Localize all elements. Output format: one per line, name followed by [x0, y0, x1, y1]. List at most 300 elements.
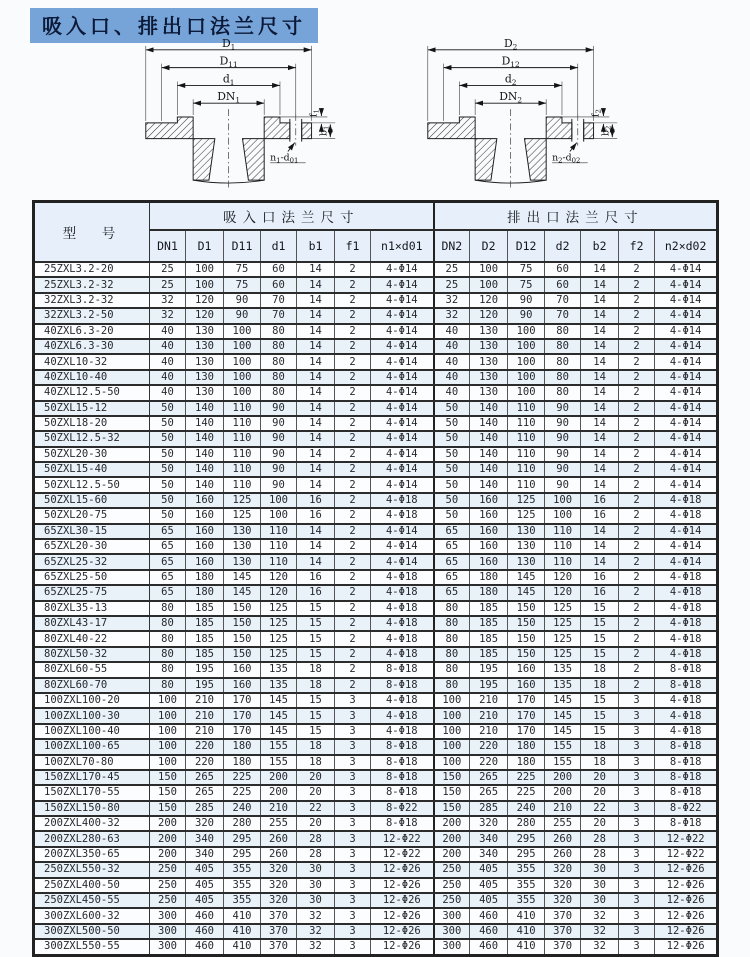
discharge-value-cell: 110 [545, 524, 581, 539]
suction-value-cell: 4-Φ14 [371, 385, 434, 400]
suction-value-cell: 260 [261, 831, 297, 846]
suction-value-cell: 125 [224, 493, 261, 508]
discharge-value-cell: 370 [545, 924, 581, 939]
suction-value-cell: 185 [186, 631, 224, 646]
suction-value-cell: 370 [261, 939, 297, 955]
discharge-value-cell: 4-Φ14 [655, 554, 718, 569]
suction-value-cell: 200 [150, 816, 186, 831]
discharge-value-cell: 18 [581, 739, 619, 754]
discharge-value-cell: 2 [619, 524, 655, 539]
suction-value-cell: 14 [297, 339, 335, 354]
discharge-value-cell: 14 [581, 431, 619, 446]
discharge-value-cell: 145 [508, 585, 545, 600]
suction-value-cell: 12-Φ26 [371, 878, 434, 893]
discharge-value-cell: 4-Φ14 [655, 401, 718, 416]
suction-value-cell: 2 [335, 616, 371, 631]
suction-value-cell: 4-Φ14 [371, 416, 434, 431]
discharge-value-cell: 4-Φ14 [655, 477, 718, 492]
discharge-value-cell: 14 [581, 262, 619, 277]
suction-value-cell: 110 [224, 462, 261, 477]
suction-value-cell: 8-Φ18 [371, 816, 434, 831]
suction-value-cell: 14 [297, 416, 335, 431]
table-row [34, 585, 718, 600]
suction-value-cell: 2 [335, 385, 371, 400]
discharge-value-cell: 20 [581, 785, 619, 800]
discharge-value-cell: 300 [434, 908, 470, 923]
column-header-D2: D2 [470, 230, 508, 262]
discharge-value-cell: 200 [434, 816, 470, 831]
suction-value-cell: 460 [186, 924, 224, 939]
discharge-value-cell: 405 [470, 878, 508, 893]
suction-value-cell: 30 [297, 893, 335, 908]
suction-value-cell: 40 [150, 339, 186, 354]
discharge-value-cell: 130 [508, 539, 545, 554]
discharge-value-cell: 12-Φ26 [655, 878, 718, 893]
suction-value-cell: 195 [186, 678, 224, 693]
discharge-value-cell: 80 [434, 616, 470, 631]
suction-value-cell: 15 [297, 631, 335, 646]
discharge-value-cell: 150 [508, 647, 545, 662]
suction-value-cell: 15 [297, 693, 335, 708]
suction-value-cell: 80 [150, 647, 186, 662]
suction-value-cell: 260 [261, 847, 297, 862]
suction-value-cell: 255 [261, 816, 297, 831]
model-cell: 80ZXL60-70 [34, 678, 150, 693]
discharge-value-cell: 145 [545, 708, 581, 723]
suction-value-cell: 32 [150, 308, 186, 323]
discharge-value-cell: 140 [470, 416, 508, 431]
discharge-value-cell: 75 [508, 262, 545, 277]
discharge-value-cell: 145 [508, 570, 545, 585]
suction-value-cell: 14 [297, 277, 335, 292]
model-cell: 100ZXL70-80 [34, 755, 150, 770]
table-row [34, 662, 718, 677]
discharge-value-cell: 4-Φ14 [655, 431, 718, 446]
table-row [34, 693, 718, 708]
column-header-d1: d1 [261, 230, 297, 262]
model-cell: 250ZXL550-32 [34, 862, 150, 877]
discharge-value-cell: 80 [434, 631, 470, 646]
suction-value-cell: 4-Φ18 [371, 570, 434, 585]
discharge-value-cell: 15 [581, 601, 619, 616]
discharge-value-cell: 140 [470, 447, 508, 462]
label-D2: $D_2$ [503, 36, 518, 52]
discharge-value-cell: 100 [545, 508, 581, 523]
table-row [34, 631, 718, 646]
discharge-value-cell: 50 [434, 508, 470, 523]
discharge-value-cell: 50 [434, 477, 470, 492]
suction-value-cell: 100 [224, 385, 261, 400]
discharge-value-cell: 3 [619, 785, 655, 800]
column-header-DN2: DN2 [434, 230, 470, 262]
discharge-value-cell: 110 [545, 554, 581, 569]
suction-value-cell: 50 [150, 431, 186, 446]
suction-value-cell: 15 [297, 601, 335, 616]
discharge-value-cell: 80 [434, 601, 470, 616]
discharge-value-cell: 405 [470, 893, 508, 908]
suction-value-cell: 30 [297, 878, 335, 893]
suction-value-cell: 3 [335, 693, 371, 708]
discharge-value-cell: 12-Φ26 [655, 939, 718, 955]
suction-value-cell: 220 [186, 755, 224, 770]
discharge-value-cell: 32 [581, 939, 619, 955]
discharge-value-cell: 3 [619, 770, 655, 785]
suction-value-cell: 120 [186, 308, 224, 323]
suction-value-cell: 14 [297, 385, 335, 400]
discharge-value-cell: 2 [619, 339, 655, 354]
model-cell: 50ZXL20-75 [34, 508, 150, 523]
suction-value-cell: 12-Φ26 [371, 924, 434, 939]
discharge-value-cell: 18 [581, 755, 619, 770]
suction-value-cell: 8-Φ18 [371, 755, 434, 770]
suction-value-cell: 80 [150, 616, 186, 631]
suction-value-cell: 110 [261, 524, 297, 539]
model-cell: 50ZXL12.5-50 [34, 477, 150, 492]
discharge-value-cell: 4-Φ14 [655, 262, 718, 277]
model-cell: 100ZXL100-20 [34, 693, 150, 708]
suction-value-cell: 150 [224, 631, 261, 646]
suction-value-cell: 120 [261, 570, 297, 585]
discharge-value-cell: 225 [508, 770, 545, 785]
discharge-value-cell: 12-Φ22 [655, 847, 718, 862]
discharge-value-cell: 4-Φ18 [655, 647, 718, 662]
suction-value-cell: 3 [335, 755, 371, 770]
discharge-value-cell: 3 [619, 908, 655, 923]
suction-value-cell: 100 [224, 339, 261, 354]
table-row [34, 647, 718, 662]
suction-value-cell: 4-Φ14 [371, 277, 434, 292]
suction-value-cell: 320 [261, 878, 297, 893]
discharge-value-cell: 2 [619, 570, 655, 585]
column-header-d2: d2 [545, 230, 581, 262]
suction-value-cell: 12-Φ26 [371, 939, 434, 955]
discharge-value-cell: 130 [508, 554, 545, 569]
suction-value-cell: 110 [224, 416, 261, 431]
label-D12: $D_{12}$ [501, 54, 520, 70]
label-b1: $b_1$ [318, 125, 331, 136]
discharge-value-cell: 210 [470, 708, 508, 723]
suction-value-cell: 3 [335, 770, 371, 785]
discharge-value-cell: 110 [508, 416, 545, 431]
suction-value-cell: 40 [150, 354, 186, 369]
discharge-value-cell: 4-Φ14 [655, 462, 718, 477]
suction-value-cell: 125 [261, 647, 297, 662]
table-row [34, 924, 718, 939]
model-cell: 80ZXL60-55 [34, 662, 150, 677]
model-cell: 100ZXL100-40 [34, 724, 150, 739]
suction-value-cell: 4-Φ14 [371, 431, 434, 446]
discharge-value-cell: 15 [581, 647, 619, 662]
suction-value-cell: 200 [261, 770, 297, 785]
suction-value-cell: 225 [224, 785, 261, 800]
suction-value-cell: 90 [224, 308, 261, 323]
suction-value-cell: 4-Φ14 [371, 339, 434, 354]
discharge-value-cell: 70 [545, 308, 581, 323]
suction-value-cell: 370 [261, 924, 297, 939]
discharge-value-cell: 14 [581, 554, 619, 569]
suction-value-cell: 125 [261, 631, 297, 646]
discharge-value-cell: 32 [581, 924, 619, 939]
discharge-value-cell: 120 [470, 293, 508, 308]
model-cell: 100ZXL100-65 [34, 739, 150, 754]
suction-value-cell: 100 [150, 755, 186, 770]
suction-value-cell: 2 [335, 493, 371, 508]
discharge-value-cell: 2 [619, 385, 655, 400]
discharge-value-cell: 150 [508, 616, 545, 631]
suction-value-cell: 2 [335, 508, 371, 523]
suction-value-cell: 70 [261, 293, 297, 308]
discharge-value-cell: 460 [470, 908, 508, 923]
discharge-value-cell: 12-Φ26 [655, 862, 718, 877]
suction-value-cell: 22 [297, 801, 335, 816]
discharge-value-cell: 90 [545, 431, 581, 446]
discharge-value-cell: 50 [434, 401, 470, 416]
column-header-b2: b2 [581, 230, 619, 262]
discharge-value-cell: 18 [581, 662, 619, 677]
table-row [34, 370, 718, 385]
model-cell: 65ZXL25-32 [34, 554, 150, 569]
suction-value-cell: 130 [224, 524, 261, 539]
suction-value-cell: 90 [261, 401, 297, 416]
discharge-value-cell: 16 [581, 585, 619, 600]
discharge-value-cell: 14 [581, 293, 619, 308]
suction-value-cell: 410 [224, 939, 261, 955]
discharge-value-cell: 410 [508, 908, 545, 923]
suction-value-cell: 3 [335, 708, 371, 723]
suction-value-cell: 160 [224, 662, 261, 677]
suction-value-cell: 145 [224, 570, 261, 585]
suction-value-cell: 32 [297, 924, 335, 939]
suction-value-cell: 14 [297, 524, 335, 539]
model-cell: 50ZXL15-60 [34, 493, 150, 508]
discharge-value-cell: 12-Φ26 [655, 893, 718, 908]
suction-value-cell: 160 [224, 678, 261, 693]
discharge-value-cell: 75 [508, 277, 545, 292]
discharge-value-cell: 3 [619, 755, 655, 770]
discharge-value-cell: 405 [470, 862, 508, 877]
discharge-value-cell: 355 [508, 878, 545, 893]
model-cell: 50ZXL18-20 [34, 416, 150, 431]
discharge-value-cell: 100 [508, 354, 545, 369]
suction-value-cell: 2 [335, 401, 371, 416]
discharge-value-cell: 2 [619, 662, 655, 677]
suction-value-cell: 15 [297, 708, 335, 723]
suction-value-cell: 130 [186, 339, 224, 354]
discharge-value-cell: 265 [470, 785, 508, 800]
discharge-value-cell: 8-Φ18 [655, 662, 718, 677]
suction-value-cell: 125 [261, 601, 297, 616]
suction-value-cell: 140 [186, 401, 224, 416]
discharge-value-cell: 4-Φ14 [655, 339, 718, 354]
model-cell: 250ZXL400-50 [34, 878, 150, 893]
discharge-value-cell: 295 [508, 847, 545, 862]
discharge-value-cell: 8-Φ22 [655, 801, 718, 816]
table-row [34, 324, 718, 339]
discharge-value-cell: 22 [581, 801, 619, 816]
discharge-value-cell: 155 [545, 739, 581, 754]
suction-value-cell: 145 [261, 693, 297, 708]
discharge-value-cell: 12-Φ22 [655, 831, 718, 846]
discharge-value-cell: 3 [619, 878, 655, 893]
suction-value-cell: 3 [335, 847, 371, 862]
suction-value-cell: 40 [150, 324, 186, 339]
discharge-value-cell: 2 [619, 678, 655, 693]
suction-value-cell: 18 [297, 678, 335, 693]
suction-value-cell: 140 [186, 447, 224, 462]
model-cell: 80ZXL35-13 [34, 601, 150, 616]
discharge-value-cell: 3 [619, 893, 655, 908]
suction-value-cell: 2 [335, 262, 371, 277]
suction-value-cell: 80 [150, 662, 186, 677]
flange-cross-section [428, 109, 594, 188]
suction-value-cell: 150 [224, 601, 261, 616]
table-row [34, 539, 718, 554]
discharge-value-cell: 285 [470, 801, 508, 816]
suction-value-cell: 4-Φ18 [371, 601, 434, 616]
discharge-value-cell: 50 [434, 416, 470, 431]
discharge-value-cell: 120 [545, 570, 581, 585]
discharge-value-cell: 135 [545, 678, 581, 693]
suction-value-cell: 160 [186, 524, 224, 539]
discharge-value-cell: 110 [545, 539, 581, 554]
discharge-value-cell: 80 [434, 647, 470, 662]
dim-line-b2 [594, 124, 618, 138]
discharge-value-cell: 410 [508, 924, 545, 939]
suction-value-cell: 2 [335, 370, 371, 385]
suction-flange-diagram [130, 36, 352, 192]
discharge-value-cell: 65 [434, 570, 470, 585]
suction-value-cell: 100 [261, 508, 297, 523]
discharge-value-cell: 14 [581, 447, 619, 462]
discharge-value-cell: 25 [434, 277, 470, 292]
suction-value-cell: 25 [150, 262, 186, 277]
table-row [34, 939, 718, 955]
discharge-value-cell: 210 [470, 693, 508, 708]
suction-value-cell: 100 [224, 370, 261, 385]
suction-value-cell: 12-Φ22 [371, 831, 434, 846]
discharge-value-cell: 100 [470, 262, 508, 277]
discharge-value-cell: 250 [434, 878, 470, 893]
suction-value-cell: 15 [297, 616, 335, 631]
discharge-value-cell: 2 [619, 354, 655, 369]
suction-value-cell: 210 [186, 693, 224, 708]
discharge-value-cell: 80 [545, 354, 581, 369]
suction-value-cell: 355 [224, 878, 261, 893]
discharge-value-cell: 14 [581, 524, 619, 539]
discharge-value-cell: 125 [545, 631, 581, 646]
discharge-value-cell: 15 [581, 708, 619, 723]
suction-value-cell: 12-Φ22 [371, 847, 434, 862]
suction-value-cell: 300 [150, 924, 186, 939]
discharge-value-cell: 4-Φ14 [655, 324, 718, 339]
column-header-DN1: DN1 [150, 230, 186, 262]
table-row [34, 401, 718, 416]
discharge-value-cell: 3 [619, 939, 655, 955]
suction-value-cell: 200 [150, 831, 186, 846]
model-cell: 50ZXL12.5-32 [34, 431, 150, 446]
suction-value-cell: 125 [261, 616, 297, 631]
discharge-value-cell: 50 [434, 431, 470, 446]
discharge-value-cell: 155 [545, 755, 581, 770]
discharge-value-cell: 160 [508, 678, 545, 693]
table-row [34, 801, 718, 816]
suction-value-cell: 14 [297, 431, 335, 446]
discharge-value-cell: 100 [545, 493, 581, 508]
discharge-value-cell: 4-Φ14 [655, 524, 718, 539]
discharge-value-cell: 2 [619, 308, 655, 323]
suction-value-cell: 180 [186, 585, 224, 600]
discharge-value-cell: 180 [508, 755, 545, 770]
suction-value-cell: 90 [261, 462, 297, 477]
suction-value-cell: 4-Φ14 [371, 354, 434, 369]
suction-value-cell: 3 [335, 785, 371, 800]
discharge-value-cell: 8-Φ18 [655, 755, 718, 770]
table-row [34, 416, 718, 431]
suction-value-cell: 4-Φ18 [371, 631, 434, 646]
discharge-value-cell: 14 [581, 354, 619, 369]
suction-value-cell: 180 [224, 755, 261, 770]
discharge-value-cell: 200 [545, 785, 581, 800]
suction-value-cell: 14 [297, 447, 335, 462]
suction-value-cell: 14 [297, 539, 335, 554]
discharge-value-cell: 40 [434, 385, 470, 400]
discharge-value-cell: 4-Φ18 [655, 585, 718, 600]
suction-value-cell: 160 [186, 493, 224, 508]
discharge-value-cell: 32 [581, 908, 619, 923]
model-cell: 150ZXL150-80 [34, 801, 150, 816]
discharge-value-cell: 8-Φ18 [655, 739, 718, 754]
discharge-value-cell: 2 [619, 601, 655, 616]
discharge-value-cell: 100 [434, 708, 470, 723]
discharge-value-cell: 185 [470, 616, 508, 631]
suction-value-cell: 460 [186, 939, 224, 955]
suction-value-cell: 16 [297, 493, 335, 508]
table-row [34, 477, 718, 492]
suction-value-cell: 150 [224, 616, 261, 631]
suction-value-cell: 50 [150, 447, 186, 462]
suction-value-cell: 65 [150, 539, 186, 554]
bolt-holes-callout [270, 143, 306, 165]
table-row [34, 678, 718, 693]
suction-value-cell: 250 [150, 878, 186, 893]
discharge-value-cell: 100 [434, 755, 470, 770]
discharge-value-cell: 355 [508, 862, 545, 877]
suction-value-cell: 100 [150, 739, 186, 754]
discharge-value-cell: 2 [619, 370, 655, 385]
table-row [34, 570, 718, 585]
discharge-value-cell: 2 [619, 462, 655, 477]
flange-dimensions-table [32, 200, 719, 957]
suction-value-cell: 220 [186, 739, 224, 754]
discharge-value-cell: 16 [581, 508, 619, 523]
table-row [34, 816, 718, 831]
suction-value-cell: 410 [224, 908, 261, 923]
discharge-value-cell: 2 [619, 401, 655, 416]
suction-value-cell: 8-Φ18 [371, 770, 434, 785]
discharge-value-cell: 80 [545, 339, 581, 354]
suction-value-cell: 120 [186, 293, 224, 308]
table-row [34, 847, 718, 862]
suction-value-cell: 3 [335, 739, 371, 754]
column-header-D1: D1 [186, 230, 224, 262]
suction-value-cell: 50 [150, 508, 186, 523]
suction-value-cell: 110 [261, 539, 297, 554]
suction-value-cell: 130 [186, 324, 224, 339]
discharge-value-cell: 3 [619, 862, 655, 877]
discharge-value-cell: 80 [434, 662, 470, 677]
suction-value-cell: 145 [224, 585, 261, 600]
discharge-value-cell: 130 [470, 370, 508, 385]
